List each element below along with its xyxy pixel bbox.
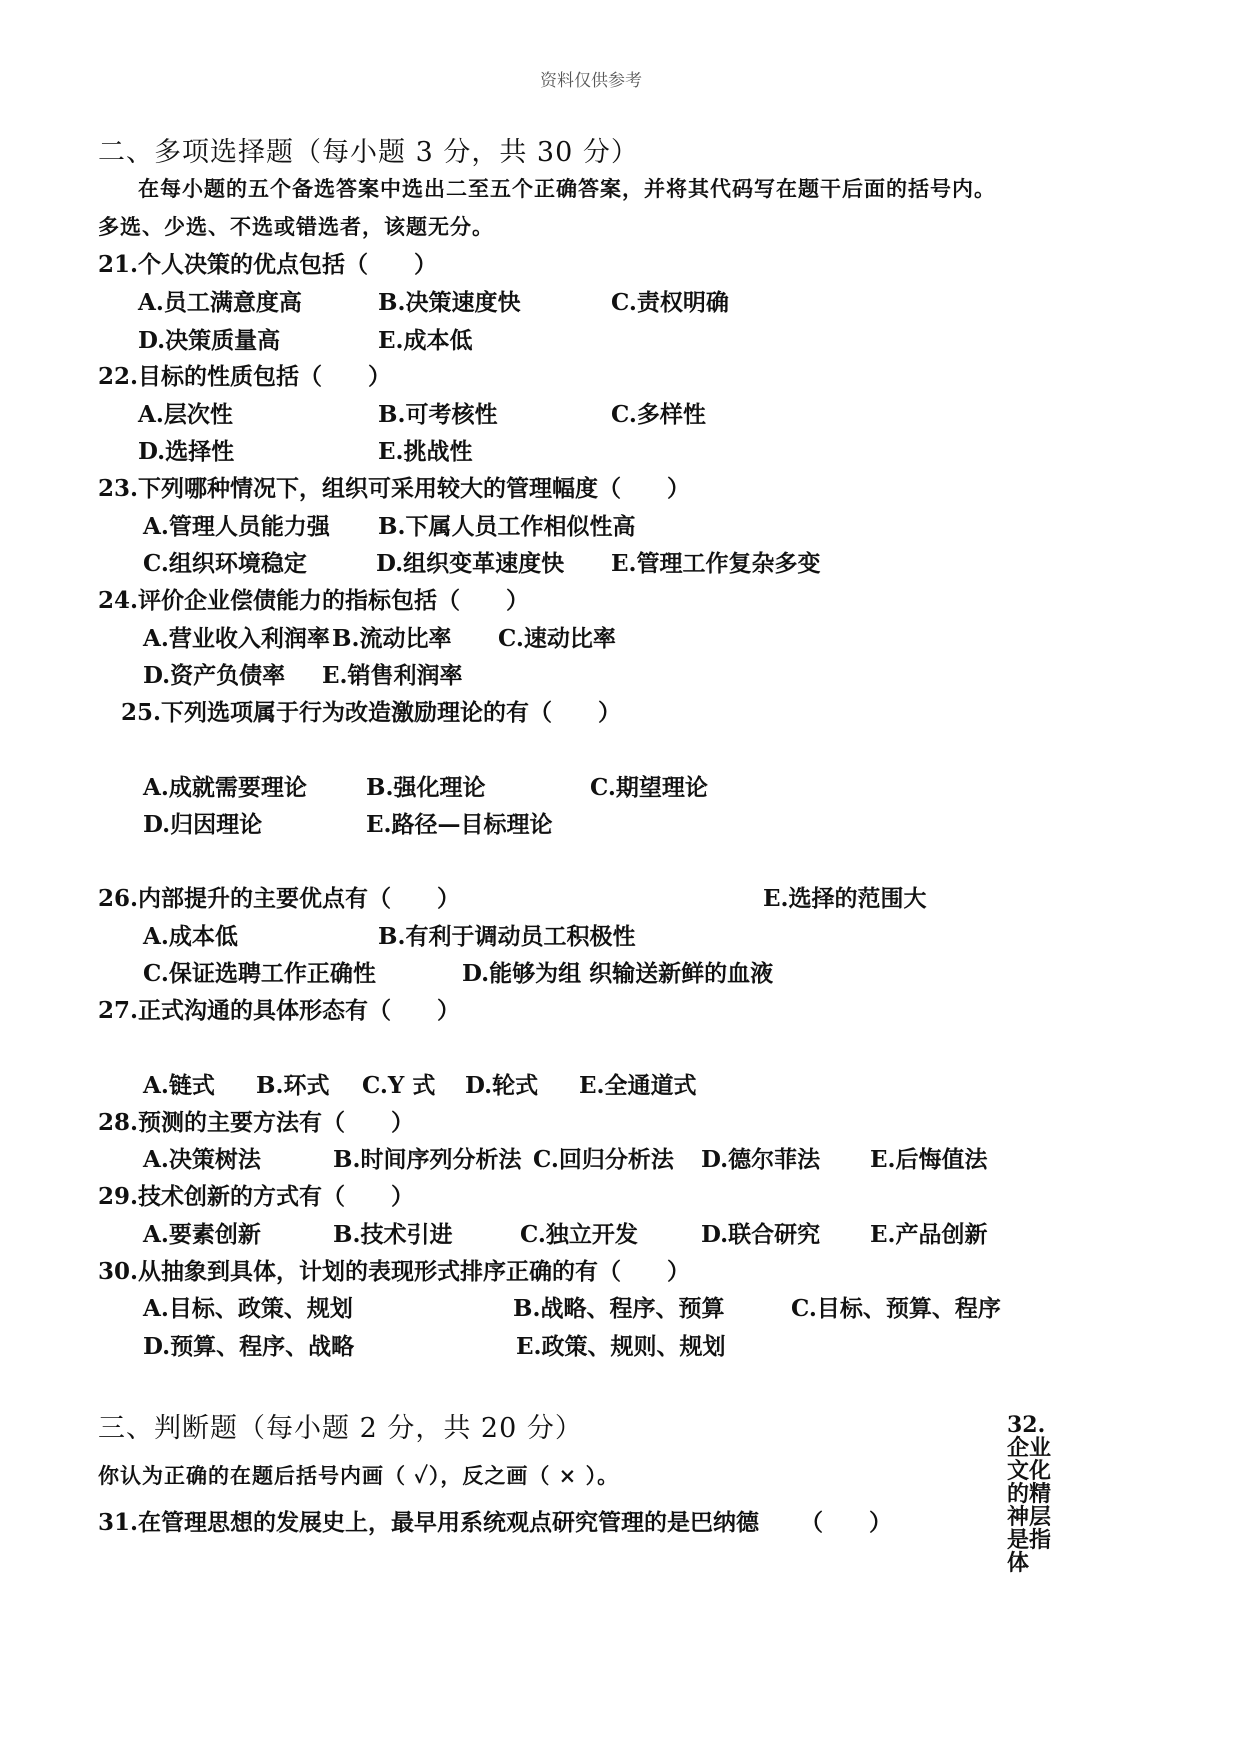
question-24-option-c: C.速动比率 (498, 625, 616, 652)
question-28-stem: 28.预测的主要方法有（ ） (98, 1109, 415, 1136)
question-25-option-c: C.期望理论 (590, 774, 708, 801)
question-28-option-e: E.后悔值法 (870, 1146, 988, 1173)
section-3-title: 三、判断题（每小题 2 分，共 20 分） (98, 1413, 583, 1444)
question-24-option-d: D.资产负债率 (143, 662, 286, 689)
question-21-stem: 21.个人决策的优点包括（ ） (98, 251, 438, 278)
section-2-instruction-line-2: 多选、少选、不选或错选者，该题无分。 (98, 214, 494, 239)
question-25-option-a: A.成就需要理论 (143, 774, 307, 801)
question-24-stem: 24.评价企业偿债能力的指标包括（ ） (98, 587, 530, 614)
question-22-stem: 22.目标的性质包括（ ） (98, 363, 392, 390)
question-23-option-b: B.下属人员工作相似性高 (378, 513, 636, 540)
section-2-title: 二、多项选择题（每小题 3 分，共 30 分） (98, 137, 639, 168)
question-26-option-a: A.成本低 (143, 923, 238, 950)
question-27-stem: 27.正式沟通的具体形态有（ ） (98, 997, 461, 1024)
question-29-option-c: C.独立开发 (520, 1221, 638, 1248)
question-25-stem: 25.下列选项属于行为改造激励理论的有（ ） (121, 699, 622, 726)
question-29-stem: 29.技术创新的方式有（ ） (98, 1183, 415, 1210)
question-21-option-d: D.决策质量高 (138, 327, 281, 354)
question-30-option-d: D.预算、程序、战略 (143, 1333, 355, 1360)
question-22-option-e: E.挑战性 (378, 438, 473, 465)
question-25-option-d: D.归因理论 (143, 811, 263, 838)
question-27-option-a: A.链式 (143, 1072, 215, 1099)
question-32-side-text: 32.企业文化的精神层是指体 (1007, 1412, 1052, 1576)
question-22-option-a: A.层次性 (138, 401, 233, 428)
section-3-instruction: 你认为正确的在题后括号内画（ ✓），反之画（ × ）。 (98, 1463, 620, 1488)
question-27-option-d: D.轮式 (465, 1072, 539, 1099)
question-26-option-d: D.能够为组 织输送新鲜的血液 (462, 960, 774, 987)
question-29-option-d: D.联合研究 (701, 1221, 821, 1248)
question-28-option-b: B.时间序列分析法 (333, 1146, 522, 1173)
question-28-option-d: D.德尔菲法 (701, 1146, 821, 1173)
question-30-option-e: E.政策、规则、规划 (516, 1333, 726, 1360)
question-31-stem: 31.在管理思想的发展史上，最早用系统观点研究管理的是巴纳德 (98, 1509, 760, 1536)
question-29-option-e: E.产品创新 (870, 1221, 988, 1248)
question-26-option-e: E.选择的范围大 (763, 885, 927, 912)
page-header: 资料仅供参考 (540, 71, 642, 91)
question-29-option-a: A.要素创新 (143, 1221, 261, 1248)
question-23-stem: 23.下列哪种情况下，组织可采用较大的管理幅度（ ） (98, 475, 691, 502)
question-29-option-b: B.技术引进 (333, 1221, 453, 1248)
question-30-option-a: A.目标、政策、规划 (143, 1295, 353, 1322)
question-24-option-b: B.流动比率 (332, 625, 452, 652)
question-22-option-b: B.可考核性 (378, 401, 498, 428)
question-26-stem: 26.内部提升的主要优点有（ ） (98, 885, 461, 912)
question-24-option-a: A.营业收入利润率 (143, 625, 330, 652)
question-30-option-b: B.战略、程序、预算 (513, 1295, 725, 1322)
question-23-option-c: C.组织环境稳定 (143, 550, 307, 577)
question-21-option-c: C.责权明确 (611, 289, 729, 316)
question-28-option-a: A.决策树法 (143, 1146, 261, 1173)
question-23-option-a: A.管理人员能力强 (143, 513, 330, 540)
question-22-option-c: C.多样性 (611, 401, 706, 428)
section-2-instruction-line-1: 在每小题的五个备选答案中选出二至五个正确答案，并将其代码写在题干后面的括号内。 (138, 176, 996, 201)
question-23-option-d: D.组织变革速度快 (376, 550, 565, 577)
question-24-option-e: E.销售利润率 (322, 662, 463, 689)
question-25-option-e: E.路径—目标理论 (366, 811, 553, 838)
question-28-option-c: C.回归分析法 (533, 1146, 674, 1173)
question-25-option-b: B.强化理论 (366, 774, 486, 801)
question-21-option-e: E.成本低 (378, 327, 473, 354)
question-27-option-b: B.环式 (256, 1072, 330, 1099)
question-30-stem: 30.从抽象到具体，计划的表现形式排序正确的有（ ） (98, 1258, 691, 1285)
question-21-option-b: B.决策速度快 (378, 289, 521, 316)
question-27-option-c: C.Y 式 (362, 1072, 436, 1099)
question-23-option-e: E.管理工作复杂多变 (611, 550, 821, 577)
question-31-answer-blank[interactable]: （ ） (800, 1509, 892, 1536)
question-22-option-d: D.选择性 (138, 438, 235, 465)
question-21-option-a: A.员工满意度高 (138, 289, 302, 316)
question-26-option-b: B.有利于调动员工积极性 (378, 923, 636, 950)
question-26-option-c: C.保证选聘工作正确性 (143, 960, 376, 987)
question-27-option-e: E.全通道式 (579, 1072, 697, 1099)
question-30-option-c: C.目标、预算、程序 (791, 1295, 1001, 1322)
